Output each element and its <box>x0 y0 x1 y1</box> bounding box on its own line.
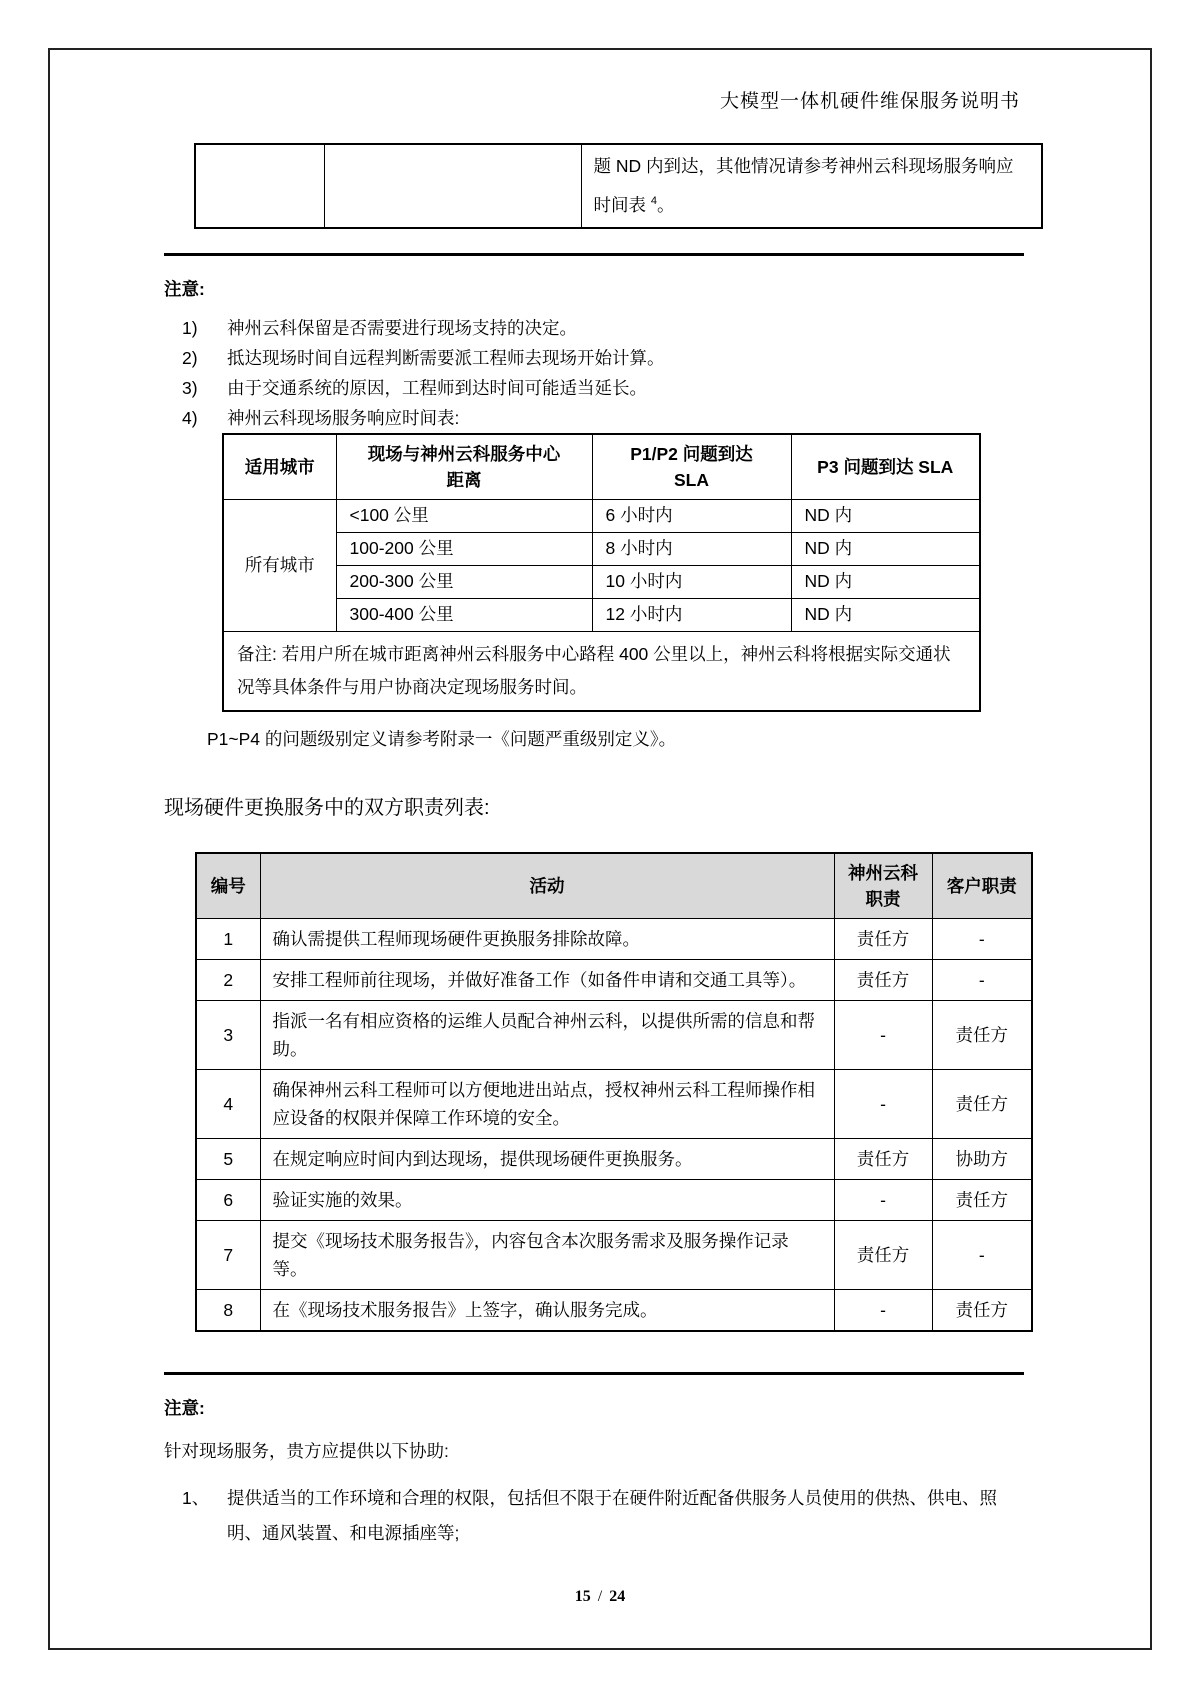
table-row <box>196 1289 1032 1331</box>
dck-duty-cell: - <box>834 1000 932 1069</box>
header-line: P1/P2 问题到达 <box>630 443 753 464</box>
activity-cell: 验证实施的效果。 <box>260 1179 834 1220</box>
p1p2-sla-cell: 8 小时内 <box>592 532 791 565</box>
number-cell: 3 <box>196 1000 260 1069</box>
page-number: 15 <box>574 1588 591 1605</box>
continuation-table <box>194 143 1043 229</box>
customer-duty-cell: 责任方 <box>932 1069 1032 1138</box>
table-row <box>196 918 1032 959</box>
p3-sla-cell: ND 内 <box>791 532 980 565</box>
list-item <box>182 1481 1020 1551</box>
list-item-number: 1) <box>182 317 198 338</box>
list-item-number: 4) <box>182 407 198 428</box>
header-line: SLA <box>674 469 709 490</box>
table-row <box>196 959 1032 1000</box>
column-header-dck-duty: 神州云科职责 <box>834 853 932 919</box>
list-item-text: 神州云科现场服务响应时间表: <box>227 407 460 428</box>
number-cell: 5 <box>196 1138 260 1179</box>
list-item-number: 1、 <box>182 1487 210 1508</box>
column-header-p3-sla: P3 问题到达 SLA <box>791 434 980 500</box>
list-item-number: 3) <box>182 377 198 398</box>
table-row <box>223 565 980 598</box>
page-separator: / <box>597 1588 603 1605</box>
distance-cell: 100-200 公里 <box>336 532 592 565</box>
customer-duty-cell: 责任方 <box>932 1000 1032 1069</box>
dck-duty-cell: 责任方 <box>834 918 932 959</box>
activity-cell: 确认需提供工程师现场硬件更换服务排除故障。 <box>260 918 834 959</box>
document-header-title: 大模型一体机硬件维保服务说明书 <box>719 91 1020 112</box>
header-line: 现场与神州云科服务中心 <box>367 443 561 464</box>
city-group-cell: 所有城市 <box>223 499 336 631</box>
list-item <box>182 373 1020 403</box>
dck-duty-cell: - <box>834 1179 932 1220</box>
assistance-list <box>164 1481 1020 1551</box>
section-divider <box>164 253 1024 256</box>
notes-list <box>164 313 1020 433</box>
customer-duty-cell: 责任方 <box>932 1289 1032 1331</box>
p1p2-sla-cell: 12 小时内 <box>592 598 791 631</box>
notes-label: 注意: <box>164 1397 205 1418</box>
empty-cell <box>324 144 581 228</box>
table-row <box>223 499 980 532</box>
number-cell: 4 <box>196 1069 260 1138</box>
number-cell: 1 <box>196 918 260 959</box>
column-header-p1p2-sla <box>592 434 791 500</box>
continuation-text-cell <box>581 144 1042 228</box>
customer-duty-cell: - <box>932 918 1032 959</box>
empty-cell <box>195 144 324 228</box>
p1p4-definition-note: P1~P4 的问题级别定义请参考附录一《问题严重级别定义》。 <box>207 728 677 749</box>
table-header-row <box>196 853 1032 919</box>
customer-duty-cell: 责任方 <box>932 1179 1032 1220</box>
header-line: 距离 <box>446 469 482 490</box>
list-item-number: 2) <box>182 347 198 368</box>
customer-duty-cell: 协助方 <box>932 1138 1032 1179</box>
total-pages: 24 <box>609 1588 626 1605</box>
p3-sla-cell: ND 内 <box>791 598 980 631</box>
table-row <box>196 1220 1032 1289</box>
activity-cell: 确保神州云科工程师可以方便地进出站点，授权神州云科工程师操作相应设备的权限并保障工作环境的安全。 <box>260 1069 834 1138</box>
table-row <box>196 1069 1032 1138</box>
sla-response-time-table <box>222 433 981 712</box>
dck-duty-cell: 责任方 <box>834 959 932 1000</box>
column-header-number: 编号 <box>196 853 260 919</box>
number-cell: 2 <box>196 959 260 1000</box>
dck-duty-cell: 责任方 <box>834 1220 932 1289</box>
list-item-text: 抵达现场时间自远程判断需要派工程师去现场开始计算。 <box>227 347 665 368</box>
document-page <box>48 48 1152 1650</box>
list-item-text: 由于交通系统的原因，工程师到达时间可能适当延长。 <box>227 377 647 398</box>
dck-duty-cell: - <box>834 1289 932 1331</box>
customer-duty-cell: - <box>932 959 1032 1000</box>
table-header-row <box>223 434 980 500</box>
p1p2-sla-cell: 6 小时内 <box>592 499 791 532</box>
activity-cell: 安排工程师前往现场，并做好准备工作（如备件申请和交通工具等）。 <box>260 959 834 1000</box>
distance-cell: <100 公里 <box>336 499 592 532</box>
number-cell: 8 <box>196 1289 260 1331</box>
table-row <box>196 1138 1032 1179</box>
activity-cell: 在规定响应时间内到达现场，提供现场硬件更换服务。 <box>260 1138 834 1179</box>
p1p2-sla-cell: 10 小时内 <box>592 565 791 598</box>
p3-sla-cell: ND 内 <box>791 499 980 532</box>
table-row <box>196 1000 1032 1069</box>
footnote-ref: 4 <box>650 195 657 207</box>
column-header-distance <box>336 434 592 500</box>
dck-duty-cell: 责任方 <box>834 1138 932 1179</box>
column-header-customer-duty: 客户职责 <box>932 853 1032 919</box>
cell-text-suffix: 。 <box>657 194 675 215</box>
distance-cell: 200-300 公里 <box>336 565 592 598</box>
list-item-text: 提供适当的工作环境和合理的权限，包括但不限于在硬件附近配备供服务人员使用的供热、供电、照明、通风装置、和电源插座等; <box>227 1487 997 1543</box>
table-row <box>196 1179 1032 1220</box>
responsibilities-table <box>195 852 1033 1332</box>
activity-cell: 提交《现场技术服务报告》，内容包含本次服务需求及服务操作记录等。 <box>260 1220 834 1289</box>
activity-cell: 指派一名有相应资格的运维人员配合神州云科，以提供所需的信息和帮助。 <box>260 1000 834 1069</box>
section-divider <box>164 1372 1024 1375</box>
notes-label: 注意: <box>164 278 205 299</box>
page-footer <box>50 1588 1150 1606</box>
cell-text: 题 ND 内到达，其他情况请参考神州云科现场服务响应时间表 <box>593 156 1014 215</box>
list-item <box>182 403 1020 433</box>
number-cell: 6 <box>196 1179 260 1220</box>
activity-cell: 在《现场技术服务报告》上签字，确认服务完成。 <box>260 1289 834 1331</box>
distance-cell: 300-400 公里 <box>336 598 592 631</box>
table-row <box>195 144 1042 228</box>
table-row <box>223 532 980 565</box>
responsibilities-section-heading: 现场硬件更换服务中的双方职责列表: <box>164 796 490 819</box>
dck-duty-cell: - <box>834 1069 932 1138</box>
customer-duty-cell: - <box>932 1220 1032 1289</box>
list-item-text: 神州云科保留是否需要进行现场支持的决定。 <box>227 317 577 338</box>
column-header-city: 适用城市 <box>223 434 336 500</box>
remark-cell: 备注: 若用户所在城市距离神州云科服务中心路程 400 公里以上，神州云科将根据实际交通状况等具体条件与用户协商决定现场服务时间。 <box>223 631 980 711</box>
p3-sla-cell: ND 内 <box>791 565 980 598</box>
table-row <box>223 631 980 711</box>
assistance-intro: 针对现场服务，贵方应提供以下协助: <box>164 1440 449 1461</box>
column-header-activity: 活动 <box>260 853 834 919</box>
number-cell: 7 <box>196 1220 260 1289</box>
table-row <box>223 598 980 631</box>
list-item <box>182 313 1020 343</box>
list-item <box>182 343 1020 373</box>
